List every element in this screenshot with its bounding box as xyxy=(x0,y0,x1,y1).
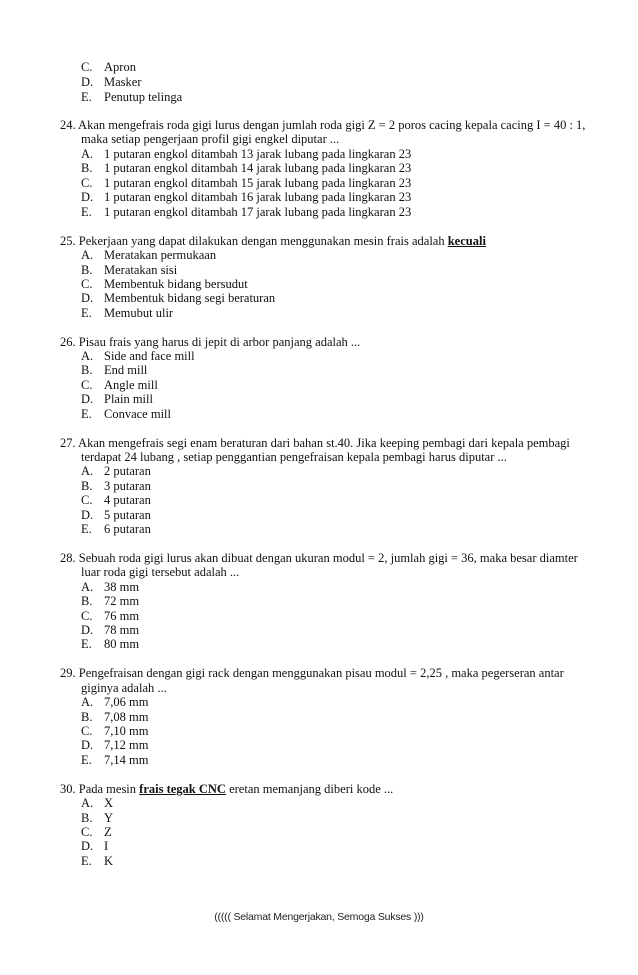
option-b: B. Y xyxy=(81,811,114,825)
option-d: D. 5 putaran xyxy=(81,508,151,522)
question-26-stem: 26. Pisau frais yang harus di jepit di arbor panjang adalah ... xyxy=(60,335,361,349)
option-c: C. 76 mm xyxy=(81,609,140,623)
option-e: E. 1 putaran engkol ditambah 17 jarak lubang pada lingkaran 23 xyxy=(81,205,412,219)
question-30-stem: 30. Pada mesin frais tegak CNC eretan memanjang diberi kode ... xyxy=(60,782,394,796)
emphasis-kecuali: kecuali xyxy=(447,234,486,248)
option-a: A. 7,06 mm xyxy=(81,695,149,709)
option-b: B. 72 mm xyxy=(81,594,140,608)
option-d: D. Plain mill xyxy=(81,392,153,406)
option-e: E. 7,14 mm xyxy=(81,753,149,767)
option-b: B. End mill xyxy=(81,363,148,377)
option-d: D. Membentuk bidang segi beraturan xyxy=(81,291,276,305)
option-d: D. I xyxy=(81,839,109,853)
option-b: B. Meratakan sisi xyxy=(81,263,178,277)
question-27-stem-cont: terdapat 24 lubang , setiap penggantian pengefraisan kepala pembagi harus diputar ... xyxy=(81,450,507,464)
question-27-stem: 27. Akan mengefrais segi enam beraturan dari bahan st.40. Jika keeping pembagi dari kepala pembagi xyxy=(60,436,570,450)
question-25-stem: 25. Pekerjaan yang dapat dilakukan dengan menggunakan mesin frais adalah kecuali xyxy=(60,234,486,248)
question-29-stem: 29. Pengefraisan dengan gigi rack dengan menggunakan pisau modul = 2,25 , maka pegerseran antar xyxy=(60,666,564,680)
option-a: A. 2 putaran xyxy=(81,464,151,478)
question-29-stem-cont: giginya adalah ... xyxy=(81,681,167,695)
option-d: D. Masker xyxy=(81,75,142,89)
option-d: D. 1 putaran engkol ditambah 16 jarak lubang pada lingkaran 23 xyxy=(81,190,412,204)
option-c: C. 1 putaran engkol ditambah 15 jarak lubang pada lingkaran 23 xyxy=(81,176,412,190)
option-a: A. 1 putaran engkol ditambah 13 jarak lubang pada lingkaran 23 xyxy=(81,147,412,161)
option-a: A. Meratakan permukaan xyxy=(81,248,217,262)
option-c: C. Z xyxy=(81,825,112,839)
question-24-stem: 24. Akan mengefrais roda gigi lurus dengan jumlah roda gigi Z = 2 poros cacing kepala cacing I = 40 : 1, xyxy=(60,118,586,132)
question-24-stem-cont: maka setiap pengerjaan profil gigi engkel diputar ... xyxy=(81,132,340,146)
question-28-stem: 28. Sebuah roda gigi lurus akan dibuat dengan ukuran modul = 2, jumlah gigi = 36, maka besar diamter xyxy=(60,551,578,565)
option-e: E. Penutup telinga xyxy=(81,90,183,104)
footer-message: ((((( Selamat Mengerjakan, Semoga Sukses ))) xyxy=(214,911,424,923)
option-c: C. Membentuk bidang bersudut xyxy=(81,277,248,291)
option-c: C. 4 putaran xyxy=(81,493,151,507)
option-b: B. 3 putaran xyxy=(81,479,151,493)
option-e: E. K xyxy=(81,854,114,868)
option-b: B. 1 putaran engkol ditambah 14 jarak lubang pada lingkaran 23 xyxy=(81,161,412,175)
question-28-stem-cont: luar roda gigi tersebut adalah ... xyxy=(81,565,240,579)
option-c: C. Angle mill xyxy=(81,378,158,392)
option-e: E. 6 putaran xyxy=(81,522,151,536)
option-c: C. Apron xyxy=(81,60,136,74)
option-e: E. 80 mm xyxy=(81,637,140,651)
option-a: A. X xyxy=(81,796,114,810)
option-e: E. Memubut ulir xyxy=(81,306,174,320)
option-a: A. Side and face mill xyxy=(81,349,195,363)
option-c: C. 7,10 mm xyxy=(81,724,149,738)
option-d: D. 78 mm xyxy=(81,623,140,637)
emphasis-frais-tegak-cnc: frais tegak CNC xyxy=(139,782,226,796)
option-d: D. 7,12 mm xyxy=(81,738,149,752)
option-e: E. Convace mill xyxy=(81,407,171,421)
option-b: B. 7,08 mm xyxy=(81,710,149,724)
option-a: A. 38 mm xyxy=(81,580,140,594)
